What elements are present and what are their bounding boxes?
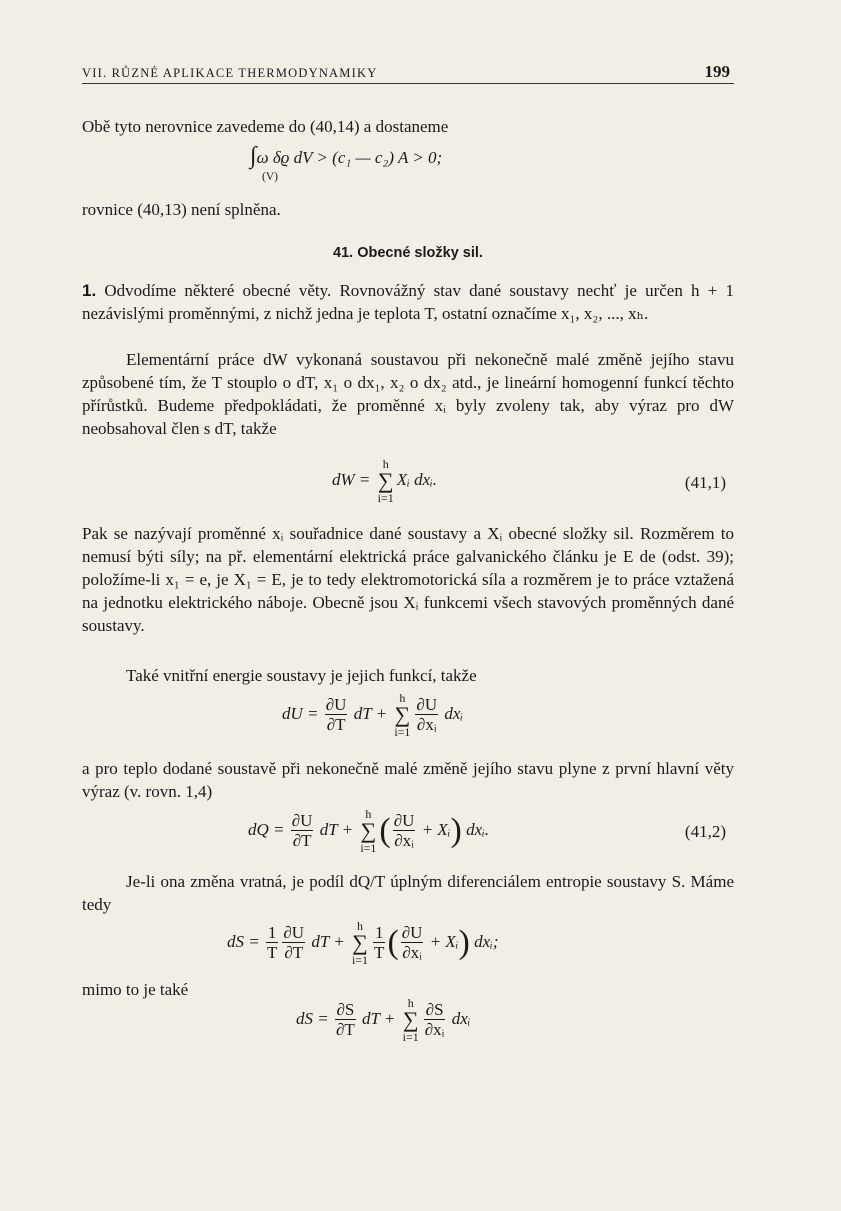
fraction-dS-dT: $\frac{\partial S}{\partial T}$ [335, 1000, 355, 1039]
paragraph-7: mimo to je také [82, 980, 189, 999]
fraction-dU-dT: $\frac{\partial U}{\partial T}$ [291, 811, 313, 850]
paragraph-intro: Obě tyto nerovnice zavedeme do (40,14) a dostaneme [82, 117, 449, 136]
paragraph-number: 1. [82, 281, 97, 300]
eq-rhs: dxᵢ [447, 1008, 471, 1028]
sum-operator [378, 458, 394, 504]
equation-dU [82, 692, 734, 748]
fraction-dU-dxi: $\frac{\partial U}{\text{∂xᵢ}}$ [393, 811, 415, 850]
integral-domain: (V) [262, 171, 278, 183]
fraction-dU-dxi: $\frac{\partial U}{\text{∂xᵢ}}$ [416, 695, 438, 734]
paragraph-3: Pak se nazývají proměnné xᵢ souřadnice dané soustavy a Xᵢ obecné složky sil. Rozměrem to nemusí býti síly; na př. elementární elektrická práce galvanického článku je E de (odst. 39); položíme-li x₁ = e, je X₁ = E, je to tedy elektromotorická síla a rozměrem je to práce vztažená na jednotku elektrického náboje. Obecně jsou Xᵢ funkcemi všech stavových proměnných dané soustavy. [82, 524, 734, 635]
paragraph-6: Je-li ona změna vratná, je podíl dQ/T úplným diferenciálem entropie soustavy S. Máme tedy [82, 872, 734, 914]
equation-dS-1 [82, 920, 734, 976]
sum-operator: h ∑ i=1 [351, 919, 369, 967]
eq-mid: dT + [315, 819, 358, 839]
running-head: VII. RŮZNÉ APLIKACE THERMODYNAMIKY [82, 66, 378, 80]
paragraph-4: Také vnitřní energie soustavy je jejich funkcí, takže [126, 666, 477, 685]
eq-lhs: dS = [296, 1008, 333, 1028]
fraction-dU-dT: $\frac{\partial U}{\partial T}$ [283, 923, 305, 962]
eq-lhs: dQ = [248, 819, 289, 839]
open-paren: ( [387, 924, 399, 961]
page-header [82, 62, 734, 84]
close-paren: ) [458, 924, 470, 961]
eq-lhs: dS = [227, 931, 264, 951]
close-paren: ) [450, 812, 462, 849]
open-paren: ( [379, 812, 391, 849]
eq-lhs: dW = [332, 469, 375, 489]
equation-number: (41,1) [684, 473, 726, 492]
equation-inequality [82, 143, 734, 191]
fraction-dU-dT: $\frac{\partial U}{\partial T}$ [325, 695, 347, 734]
fraction-one-over-T-2: $\frac{1}{T}$ [374, 923, 385, 962]
eq-rhs: Xᵢ dxᵢ. [396, 469, 438, 489]
eq-rhs: dxᵢ; [469, 931, 499, 951]
eq-plus-term: + Xᵢ [417, 819, 451, 839]
paragraph-conclusion: rovnice (40,13) není splněna. [82, 200, 281, 219]
section-heading: 41. Obecné složky sil. [333, 245, 483, 261]
equation-dS-2 [82, 997, 734, 1053]
equation-41-1 [82, 458, 734, 510]
sum-sign: ∑ [377, 468, 394, 493]
eq-mid: dT + [357, 1008, 400, 1028]
sum-upper-limit: h [382, 457, 389, 471]
header-rule [82, 83, 734, 84]
sum-operator: h ∑ i=1 [402, 996, 419, 1044]
sum-operator: h ∑ i=1 [394, 691, 411, 739]
sum-lower-limit: i=1 [377, 491, 394, 505]
sum-operator: h ∑ i=1 [360, 807, 377, 855]
fraction-dU-dxi: $\frac{\partial U}{\text{∂xᵢ}}$ [401, 923, 423, 962]
paragraph-5: a pro teplo dodané soustavě při nekonečně malé změně jejího stavu plyne z první hlavní věty výraz (v. rovn. 1,4) [82, 759, 734, 801]
page-number: 199 [704, 62, 730, 81]
eq-plus-term: + Xᵢ [425, 931, 459, 951]
equation-41-2 [82, 808, 734, 864]
paragraph-1-text: Odvodíme některé obecné věty. Rovnovážný stav dané soustavy nechť je určen h + 1 nezávislými proměnnými, z nichž jedna je teplota T, ostatní označíme x₁, x₂, ..., xₕ. [82, 281, 734, 323]
fraction-dS-dxi: $\frac{\partial S}{\text{∂xᵢ}}$ [424, 1000, 445, 1039]
eq-lhs: dU = [282, 703, 323, 723]
eq-rhs: dxᵢ [440, 703, 464, 723]
paragraph-2: Elementární práce dW vykonaná soustavou při nekonečně malé změně jejího stavu způsobené tím, že T stouplo o dT, x₁ o dx₁, x₂ o dx₂ atd., je lineární homogenní funkcí těchto přírůstků. Budeme předpokládati, že proměnné xᵢ byly zvoleny tak, aby výraz pro dW neobsahoval člen s dT, takže [82, 350, 734, 438]
eq-rhs: dxᵢ. [461, 819, 490, 839]
eq-mid: dT + [349, 703, 392, 723]
integral-sign: ∫ [250, 143, 257, 169]
paragraph-1 [82, 279, 734, 325]
integrand: ω δϱ dV > (c₁ — c₂) A > 0; [256, 148, 443, 167]
equation-number: (41,2) [684, 822, 726, 841]
eq-mid: dT + [307, 931, 349, 951]
fraction-one-over-T: $\frac{1}{T}$ [266, 923, 278, 962]
